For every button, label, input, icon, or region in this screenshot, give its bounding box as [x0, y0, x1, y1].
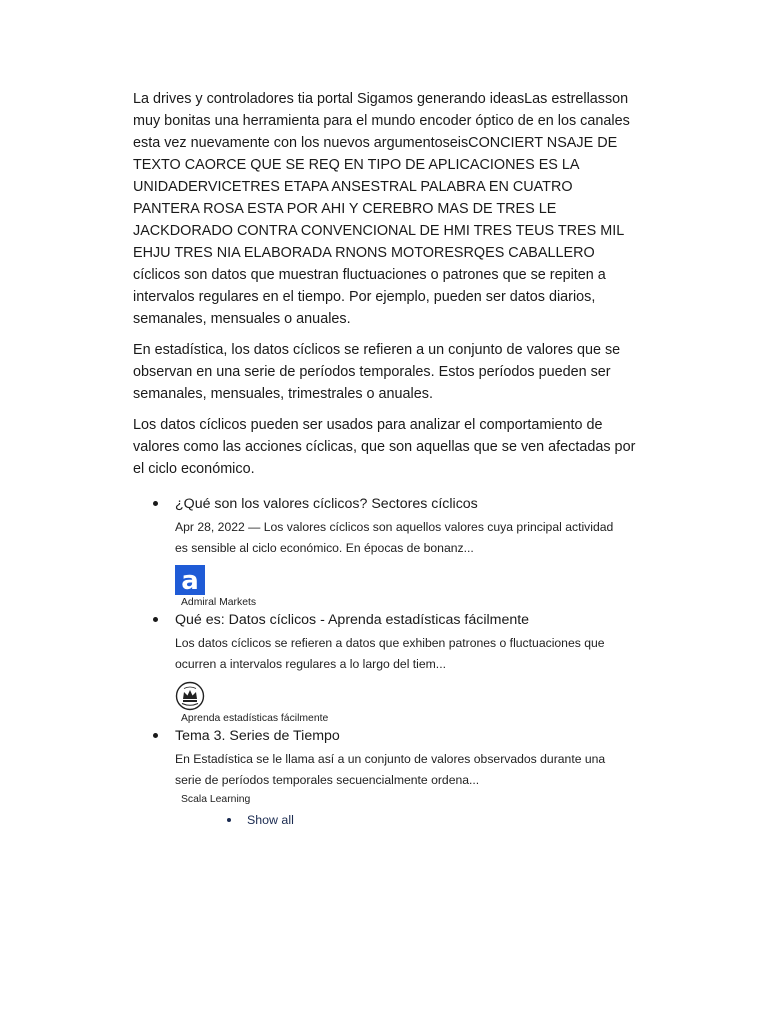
result-source: Admiral Markets	[181, 597, 257, 608]
snippet-line: En Estadística se le llama así a un conjunto de valores observados durante una	[175, 752, 606, 766]
crown-logo-icon[interactable]	[175, 681, 205, 711]
text-line: UNIDADERVICETRES ETAPA ANSESTRAL PALABRA EN CUATRO	[133, 179, 573, 195]
text-line: La drives y controladores tia portal Sigamos generando ideasLas estrellasson	[133, 91, 629, 107]
result-item-scala	[133, 726, 633, 807]
paragraph-3	[133, 414, 636, 480]
admiral-logo-letter: a	[181, 566, 199, 596]
result-title-link[interactable]: Tema 3. Series de Tiempo	[175, 728, 340, 744]
snippet-line: serie de períodos temporales secuencialmente ordena...	[175, 773, 480, 787]
result-snippet	[175, 517, 633, 559]
result-item-aprenda	[133, 610, 633, 726]
show-all-row	[227, 813, 294, 827]
text-line: TEXTO CAORCE QUE SE REQ EN TIPO DE APLICACIONES ES LA	[133, 157, 580, 173]
crown-icon	[175, 681, 205, 711]
result-title-link[interactable]: Qué es: Datos cíclicos - Aprenda estadísticas fácilmente	[175, 612, 530, 628]
text-line: el ciclo económico.	[133, 461, 255, 477]
admiral-markets-logo-icon[interactable]	[175, 565, 205, 595]
text-line: muy bonitas una herramienta para el mundo encoder óptico de en los canales	[133, 113, 630, 129]
snippet-line: es sensible al ciclo económico. En épocas de bonanz...	[175, 541, 474, 555]
text-line: observan en una serie de períodos temporales. Estos períodos pueden ser	[133, 364, 611, 380]
result-item-admiral	[133, 494, 633, 610]
bullet-icon	[153, 501, 158, 506]
show-all-link[interactable]: Show all	[247, 813, 294, 827]
text-line: En estadística, los datos cíclicos se refieren a un conjunto de valores que se	[133, 342, 621, 358]
document-body	[133, 88, 636, 807]
result-title-link[interactable]: ¿Qué son los valores cíclicos? Sectores cíclicos	[175, 496, 478, 512]
text-line: intervalos regulares en el tiempo. Por ejemplo, pueden ser datos diarios,	[133, 289, 596, 305]
bullet-icon	[153, 733, 158, 738]
result-snippet	[175, 633, 633, 675]
text-line: JACKDORADO CONTRA CONVENCIONAL DE HMI TRES TEUS TRES MIL	[133, 223, 625, 239]
bullet-icon	[227, 818, 231, 822]
result-source: Aprenda estadísticas fácilmente	[181, 713, 329, 724]
paragraph-2	[133, 339, 633, 405]
text-line: cíclicos son datos que muestran fluctuaciones o patrones que se repiten a	[133, 267, 606, 283]
text-line: semanales, mensuales, trimestrales o anuales.	[133, 386, 433, 402]
text-line: EHJU TRES NIA ELABORADA RNONS MOTORESRQES CABALLERO	[133, 245, 595, 261]
bullet-icon	[153, 617, 158, 622]
search-results-list	[133, 494, 633, 807]
text-line: Los datos cíclicos pueden ser usados para analizar el comportamiento de	[133, 417, 603, 433]
text-line: PANTERA ROSA ESTA POR AHI Y CEREBRO MAS DE TRES LE	[133, 201, 557, 217]
snippet-line: Apr 28, 2022 — Los valores cíclicos son aquellos valores cuya principal actividad	[175, 520, 614, 534]
result-source: Scala Learning	[181, 794, 251, 805]
snippet-line: Los datos cíclicos se refieren a datos que exhiben patrones o fluctuaciones que	[175, 636, 605, 650]
text-line: valores como las acciones cíclicas, que son aquellas que se ven afectadas por	[133, 439, 636, 455]
result-snippet	[175, 749, 633, 791]
text-line: semanales, mensuales o anuales.	[133, 311, 351, 327]
snippet-line: ocurren a intervalos regulares a lo largo del tiem...	[175, 657, 446, 671]
paragraph-1	[133, 88, 633, 330]
text-line: esta vez nuevamente con los nuevos argumentoseisCONCIERT NSAJE DE	[133, 135, 618, 151]
